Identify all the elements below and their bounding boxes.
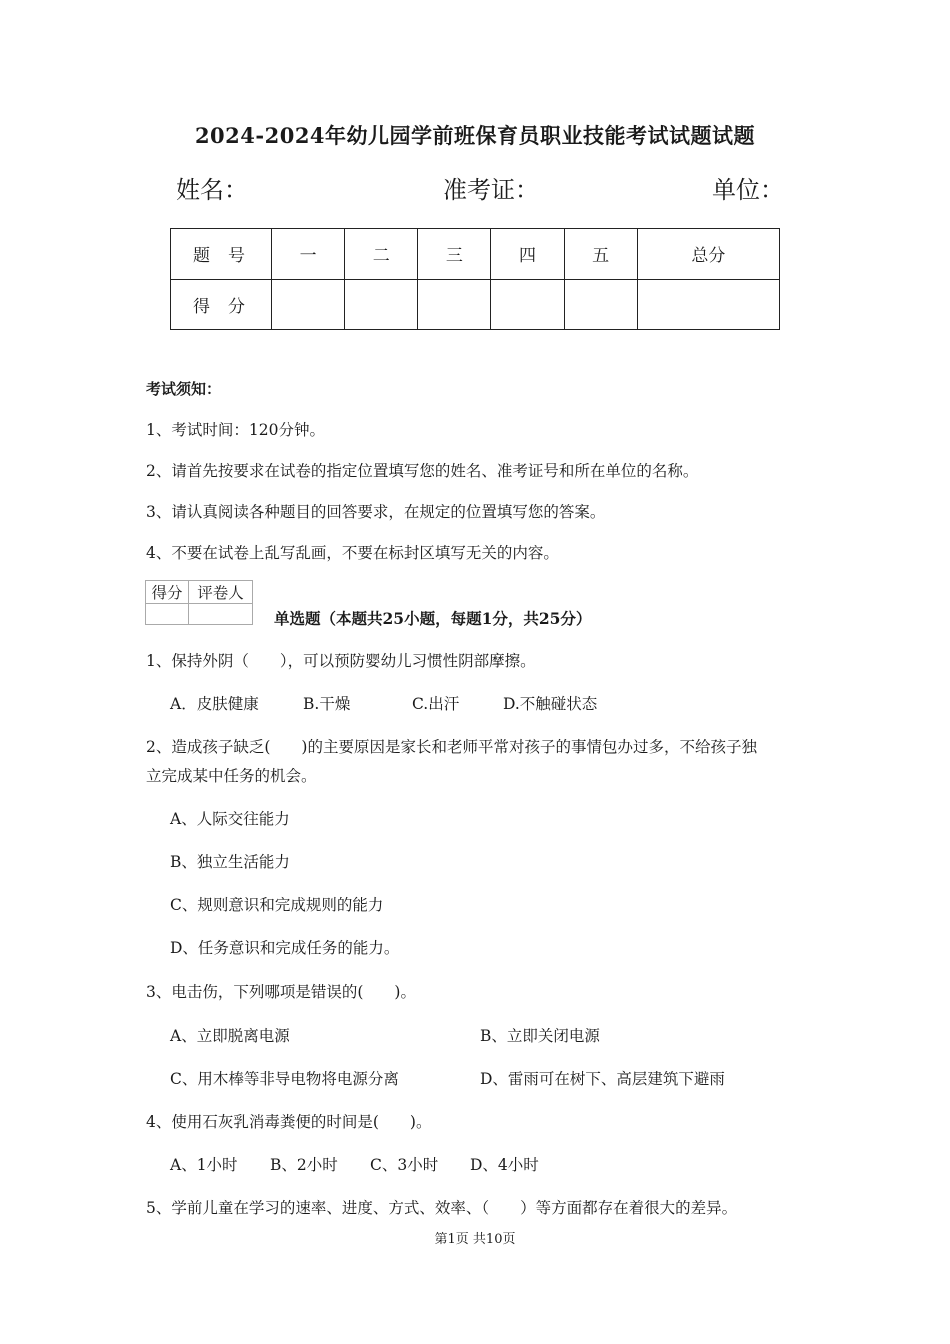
question-5-stem: 5、学前儿童在学习的速率、进度、方式、效率、（ ）等方面都存在着很大的差异。 [146, 1199, 738, 1217]
exam-id-field-label: 准考证： [443, 176, 539, 204]
question-4-option-b: B、2小时 [270, 1156, 338, 1174]
score-cell-total[interactable] [637, 279, 779, 330]
question-1-stem: 1、保持外阴（ ），可以预防婴幼儿习惯性阴部摩擦。 [146, 652, 536, 670]
notice-heading: 考试须知： [146, 380, 222, 398]
section-title: 单选题（本题共25小题，每题1分，共25分） [274, 609, 592, 628]
page-title: 2024-2024年幼儿园学前班保育员职业技能考试试题试题 [194, 123, 756, 148]
question-1-option-b: B.干燥 [303, 695, 351, 713]
question-4-option-a: A、1小时 [170, 1156, 238, 1174]
question-2-stem-line1: 2、造成孩子缺乏( )的主要原因是家长和老师平常对孩子的事情包办过多，不给孩子独 [146, 738, 757, 756]
notice-item-2: 2、请首先按要求在试卷的指定位置填写您的姓名、准考证号和所在单位的名称。 [146, 462, 699, 480]
question-1-option-d: D.不触碰状态 [503, 695, 598, 713]
notice-item-4: 4、不要在试卷上乱写乱画，不要在标封区填写无关的内容。 [146, 544, 559, 562]
question-3-stem: 3、电击伤，下列哪项是错误的( )。 [146, 983, 416, 1001]
question-3-option-b: B、立即关闭电源 [480, 1027, 600, 1045]
grader-score-cell[interactable] [146, 604, 189, 625]
score-table-score-row [171, 279, 780, 330]
score-table-col-5: 五 [564, 229, 637, 280]
score-cell-1[interactable] [272, 279, 345, 330]
score-cell-5[interactable] [564, 279, 637, 330]
score-table-col-4: 四 [491, 229, 564, 280]
question-4-option-c: C、3小时 [370, 1156, 439, 1174]
question-3-option-a: A、立即脱离电源 [170, 1027, 290, 1045]
score-table-header-label: 题号 [171, 229, 272, 280]
page-footer: 第1页 共10页 [434, 1232, 516, 1247]
question-2-option-b: B、独立生活能力 [170, 853, 290, 871]
score-table [170, 228, 780, 330]
score-table-col-2: 二 [345, 229, 418, 280]
unit-field-label: 单位： [712, 176, 784, 204]
question-1-option-c: C.出汗 [412, 695, 460, 713]
question-2-option-d: D、任务意识和完成任务的能力。 [170, 939, 400, 957]
grader-name-label: 评卷人 [189, 581, 253, 604]
score-table-col-total: 总分 [637, 229, 779, 280]
score-cell-4[interactable] [491, 279, 564, 330]
name-field-label: 姓名： [176, 176, 248, 204]
score-table-col-3: 三 [418, 229, 491, 280]
question-4-option-d: D、4小时 [470, 1156, 539, 1174]
question-2-option-a: A、人际交往能力 [170, 810, 290, 828]
notice-item-3: 3、请认真阅读各种题目的回答要求，在规定的位置填写您的答案。 [146, 503, 606, 521]
question-2-option-c: C、规则意识和完成规则的能力 [170, 896, 384, 914]
score-cell-3[interactable] [418, 279, 491, 330]
notice-item-1: 1、考试时间：120分钟。 [146, 421, 325, 439]
question-3-option-d: D、雷雨可在树下、高层建筑下避雨 [480, 1070, 725, 1088]
grader-name-cell[interactable] [189, 604, 253, 625]
question-2-stem-line2: 立完成某中任务的机会。 [146, 767, 317, 785]
score-table-col-1: 一 [272, 229, 345, 280]
score-table-score-label: 得分 [171, 279, 272, 330]
grader-score-label: 得分 [146, 581, 189, 604]
question-1-option-a: A．皮肤健康 [170, 695, 259, 713]
question-4-stem: 4、使用石灰乳消毒粪便的时间是( )。 [146, 1113, 432, 1131]
score-cell-2[interactable] [345, 279, 418, 330]
grader-box [145, 580, 253, 625]
score-table-header-row [171, 229, 780, 280]
question-3-option-c: C、用木棒等非导电物将电源分离 [170, 1070, 399, 1088]
